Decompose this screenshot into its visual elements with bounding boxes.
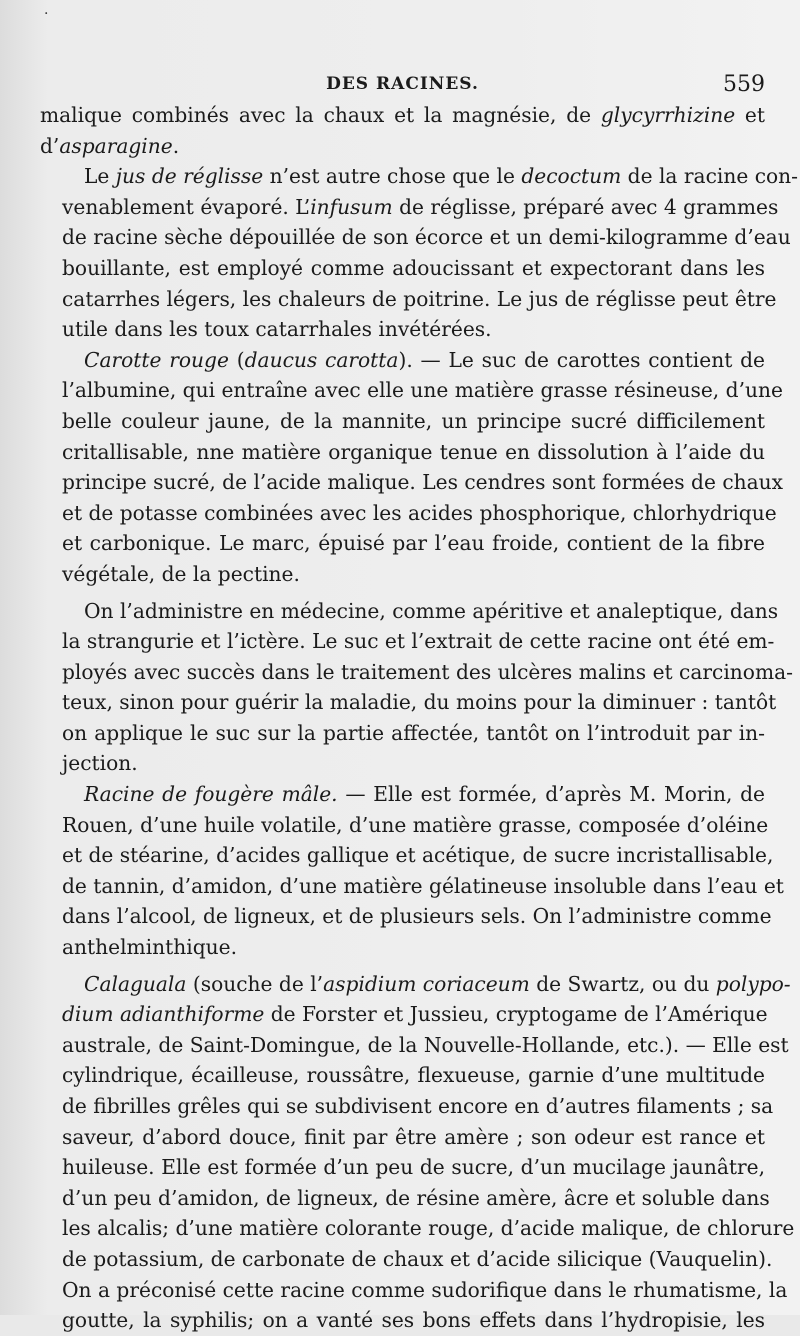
text-line: On a préconisé cette racine comme sudorifique dans le rhumatisme, la <box>62 1277 788 1302</box>
text-line: critallisable, nne matière organique tenue en dissolution à l’aide du <box>62 439 765 464</box>
text-line: principe sucré, de l’acide malique. Les cendres sont formées de chaux <box>62 470 784 495</box>
text-line: d’un peu d’amidon, de ligneux, de résine amère, âcre et soluble dans <box>62 1185 770 1210</box>
text-line: de fibrilles grêles qui se subdivisent encore en d’autres filaments ; sa <box>62 1094 774 1118</box>
text-line: dans l’alcool, de ligneux, et de plusieurs sels. On l’administre comme <box>62 904 772 929</box>
running-head: DES RACINES. <box>326 74 479 94</box>
italic-term: infusum <box>310 194 393 219</box>
italic-term: decoctum <box>521 164 622 189</box>
text-line: de racine sèche dépouillée de son écorce et un demi-kilogramme d’eau <box>62 225 791 250</box>
text-line: et de stéarine, d’acides gallique et acétique, de sucre incristallisable, <box>62 843 774 868</box>
italic-term: jus de réglisse <box>115 164 264 189</box>
text-line: goutte, la syphilis; on a vanté ses bons effets dans l’hydropisie, les <box>62 1308 765 1333</box>
paragraph-administration <box>40 596 793 780</box>
page-body <box>40 100 798 1336</box>
text-line: malique combinés avec la chaux et la magnésie, de glycyrrhizine et <box>40 103 765 127</box>
paragraph-reglisse <box>40 161 798 345</box>
text-line: et carbonique. Le marc, épuisé par l’eau froide, contient de la fibre <box>62 531 765 556</box>
section-heading-fougere: Racine de fougère mâle. <box>84 782 338 807</box>
text-line: et de potasse combinées avec les acides phosphorique, chlorhydrique <box>62 500 777 525</box>
text-line: les alcalis; d’une matière colorante rouge, d’acide malique, de chlorure <box>62 1216 795 1241</box>
text-line: bouillante, est employé comme adoucissant et expectorant dans les <box>62 255 765 280</box>
text-line: huileuse. Elle est formée d’un peu de sucre, d’un mucilage jaunâtre, <box>62 1155 765 1180</box>
paragraph-carotte <box>40 345 784 590</box>
section-heading-calaguala: Calaguala <box>84 971 187 996</box>
paragraph-calaguala <box>40 969 795 1336</box>
text-line: australe, de Saint-Domingue, de la Nouvelle-Hollande, etc.). — Elle est <box>62 1032 789 1057</box>
text-line: d’asparagine. <box>40 133 180 158</box>
text-line: ployés avec succès dans le traitement des ulcères malins et carcinoma- <box>62 659 793 684</box>
paragraph-glycyrrhizine <box>40 100 765 161</box>
text-line: utile dans les toux catarrhales invétérées. <box>62 317 492 342</box>
text-line: la strangurie et l’ictère. Le suc et l’extrait de cette racine ont été em- <box>62 629 775 654</box>
paragraph-fougere <box>40 779 784 963</box>
page-number: 559 <box>723 72 765 97</box>
text-line: jection. <box>62 751 138 776</box>
text-line: on applique le suc sur la partie affectée, tantôt on l’introduit par in- <box>62 720 765 745</box>
text-line: de potassium, de carbonate de chaux et d’acide silicique (Vauquelin). <box>62 1246 773 1271</box>
text-line: Rouen, d’une huile volatile, d’une matière grasse, composée d’oléine <box>62 812 769 837</box>
italic-term: glycyrrhizine <box>600 103 736 127</box>
text-line: végétale, de la pectine. <box>62 561 300 586</box>
section-heading-carotte: Carotte rouge <box>84 347 229 372</box>
text-line: Racine de fougère mâle. — Elle est formée, d’après M. Morin, de <box>84 782 765 807</box>
text-line: Le jus de réglisse n’est autre chose que le decoctum de la racine con- <box>84 164 798 189</box>
text-line: l’albumine, qui entraîne avec elle une matière grasse résineuse, d’une <box>62 378 783 403</box>
text-line: saveur, d’abord douce, finit par être amère ; son odeur est rance et <box>62 1124 765 1149</box>
text-line: On l’administre en médecine, comme apéritive et analeptique, dans <box>84 598 779 623</box>
text-line: teux, sinon pour guérir la maladie, du moins pour la diminuer : tantôt <box>62 690 777 715</box>
ink-dot: · <box>44 6 49 22</box>
text-line: venablement évaporé. L’infusum de réglisse, préparé avec 4 grammes <box>62 194 779 219</box>
text-line: cylindrique, écailleuse, roussâtre, flexueuse, garnie d’une multitude <box>62 1063 765 1088</box>
text-line: anthelminthique. <box>62 935 238 960</box>
text-line: Carotte rouge (daucus carotta). — Le suc de carottes contient de <box>84 347 765 372</box>
text-line: Calaguala (souche de l’aspidium coriaceum de Swartz, ou du polypo- <box>84 971 791 996</box>
italic-term: daucus carotta <box>244 347 399 372</box>
italic-term: polypo- <box>715 971 791 996</box>
text-line: dium adianthiforme de Forster et Jussieu, cryptogame de l’Amérique <box>62 1002 768 1027</box>
italic-term: dium adianthiforme <box>62 1002 265 1027</box>
page-header <box>40 74 765 100</box>
italic-term: aspidium coriaceum <box>323 971 530 996</box>
text-line: de tannin, d’amidon, d’une matière gélatineuse insoluble dans l’eau et <box>62 873 784 898</box>
text-line: belle couleur jaune, de la mannite, un principe sucré difficilement <box>62 408 765 433</box>
italic-term: asparagine <box>59 133 173 158</box>
text-line: catarrhes légers, les chaleurs de poitrine. Le jus de réglisse peut être <box>62 286 777 311</box>
